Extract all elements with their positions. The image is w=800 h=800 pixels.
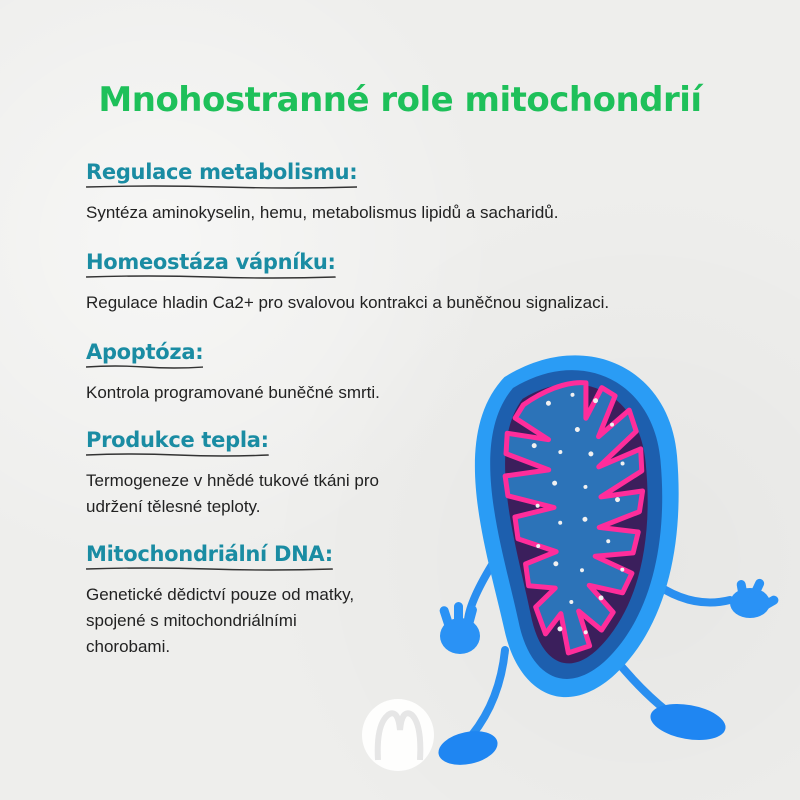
section-text: Regulace hladin Ca2+ pro svalovou kontrakci a buněčnou signalizaci. <box>86 293 610 312</box>
page-title: Mnohostranné role mitochondrií <box>98 80 702 120</box>
section-text: Genetické dědictví pouze od matky, spojené s mitochondriálními chorobami. <box>86 585 355 656</box>
section-heading: Produkce tepla: <box>86 428 269 458</box>
section-text: Kontrola programované buněčné smrti. <box>86 383 380 402</box>
section-text: Termogeneze v hnědé tukové tkáni pro udržení tělesné teploty. <box>86 471 379 516</box>
right-hand-icon <box>730 577 780 618</box>
section-heading: Regulace metabolismu: <box>86 160 357 190</box>
logo-watermark-icon <box>362 699 434 771</box>
section-heading: Homeostáza vápníku: <box>86 250 336 280</box>
left-foot <box>435 726 500 770</box>
section-heading: Apoptóza: <box>86 340 203 370</box>
section-text: Syntéza aminokyselin, hemu, metabolismus lipidů a sacharidů. <box>86 203 559 222</box>
section-heading: Mitochondriální DNA: <box>86 542 333 572</box>
left-hand-icon <box>438 602 480 654</box>
left-leg <box>472 650 505 735</box>
